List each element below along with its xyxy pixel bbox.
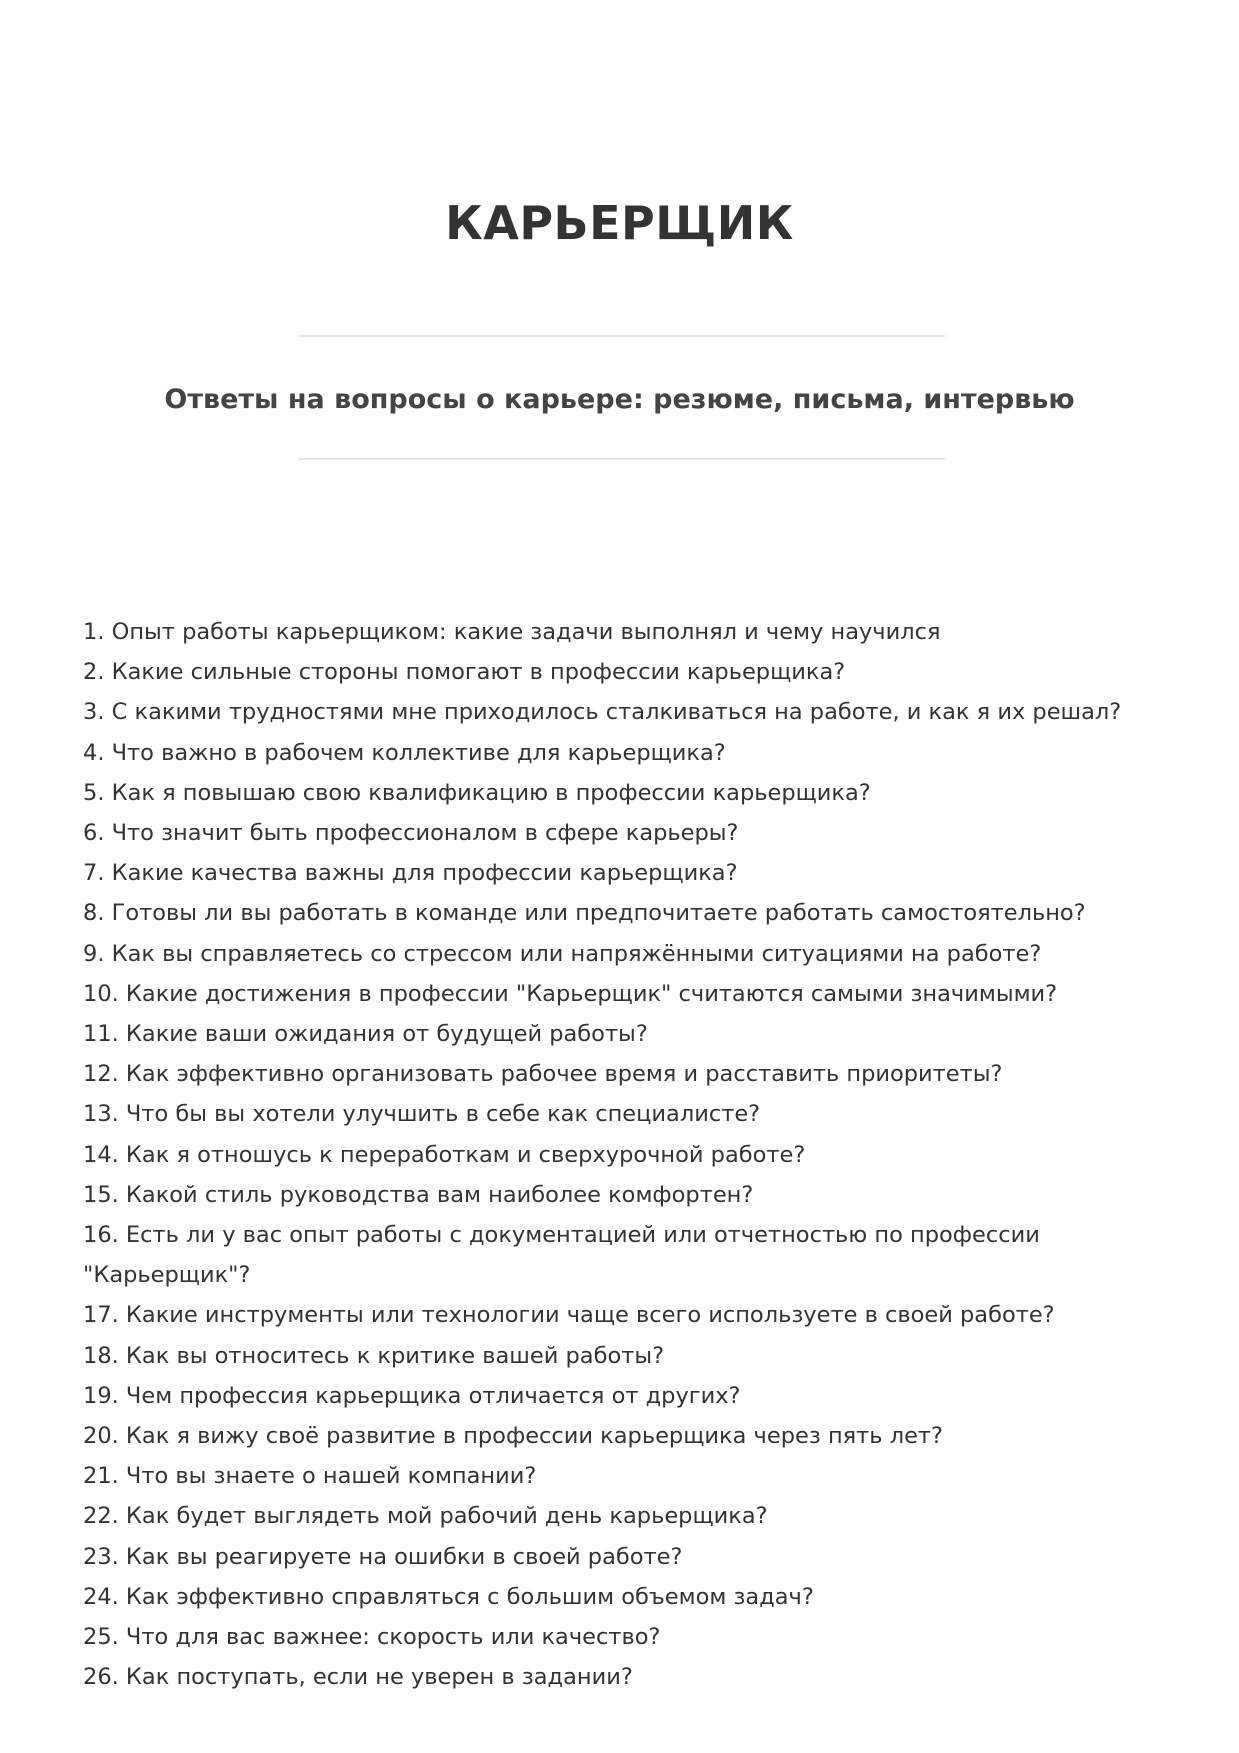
question-item: 18. Как вы относитесь к критике вашей работы? (83, 1342, 665, 1369)
question-item: 15. Какой стиль руководства вам наиболее комфортен? (83, 1181, 754, 1208)
question-item: 6. Что значит быть профессионалом в сфере карьеры? (83, 820, 739, 847)
question-item: 19. Чем профессия карьерщика отличается от других? (83, 1382, 741, 1409)
page-subtitle: Ответы на вопросы о карьере: резюме, письма, интервью (164, 384, 1075, 415)
question-item: 5. Как я повышаю свою квалификацию в профессии карьерщика? (83, 779, 871, 806)
question-item: 14. Как я отношусь к переработкам и сверхурочной работе? (83, 1141, 806, 1168)
question-item: 2. Какие сильные стороны помогают в профессии карьерщика? (83, 659, 846, 686)
question-item: 7. Какие качества важны для профессии карьерщика? (83, 860, 738, 887)
question-item: 24. Как эффективно справляться с большим объемом задач? (83, 1583, 814, 1610)
question-item: 12. Как эффективно организовать рабочее время и расставить приоритеты? (83, 1061, 1003, 1088)
page-title: КАРЬЕРЩИК (445, 196, 794, 250)
question-item: 20. Как я вижу своё развитие в профессии карьерщика через пять лет? (83, 1423, 943, 1450)
question-item: 1. Опыт работы карьерщиком: какие задачи выполнял и чему научился (83, 619, 941, 645)
question-item: 21. Что вы знаете о нашей компании? (83, 1463, 537, 1490)
question-item: 10. Какие достижения в профессии "Карьерщик" считаются самыми значимыми? (83, 980, 1058, 1007)
question-item: 16. Есть ли у вас опыт работы с документацией или отчетностью по профессии "Карьерщик"? (83, 1222, 1040, 1289)
question-list (83, 612, 1163, 1697)
question-item: 25. Что для вас важнее: скорость или качество? (83, 1624, 661, 1651)
question-item: 13. Что бы вы хотели улучшить в себе как специалисте? (83, 1101, 761, 1128)
question-item: 8. Готовы ли вы работать в команде или предпочитаете работать самостоятельно? (83, 900, 1086, 927)
question-item: 23. Как вы реагируете на ошибки в своей работе? (83, 1543, 683, 1570)
question-item: 4. Что важно в рабочем коллективе для карьерщика? (83, 739, 726, 766)
top-divider (299, 335, 945, 337)
question-item: 3. С какими трудностями мне приходилось сталкиваться на работе, и как я их решал? (83, 699, 1122, 726)
question-item: 9. Как вы справляетесь со стрессом или напряжёнными ситуациями на работе? (83, 940, 1042, 967)
question-item: 17. Какие инструменты или технологии чаще всего используете в своей работе? (83, 1302, 1055, 1329)
question-item: 22. Как будет выглядеть мой рабочий день карьерщика? (83, 1503, 768, 1530)
question-item: 11. Какие ваши ожидания от будущей работы? (83, 1021, 648, 1048)
bottom-divider (299, 458, 945, 460)
question-item: 26. Как поступать, если не уверен в задании? (83, 1664, 633, 1691)
